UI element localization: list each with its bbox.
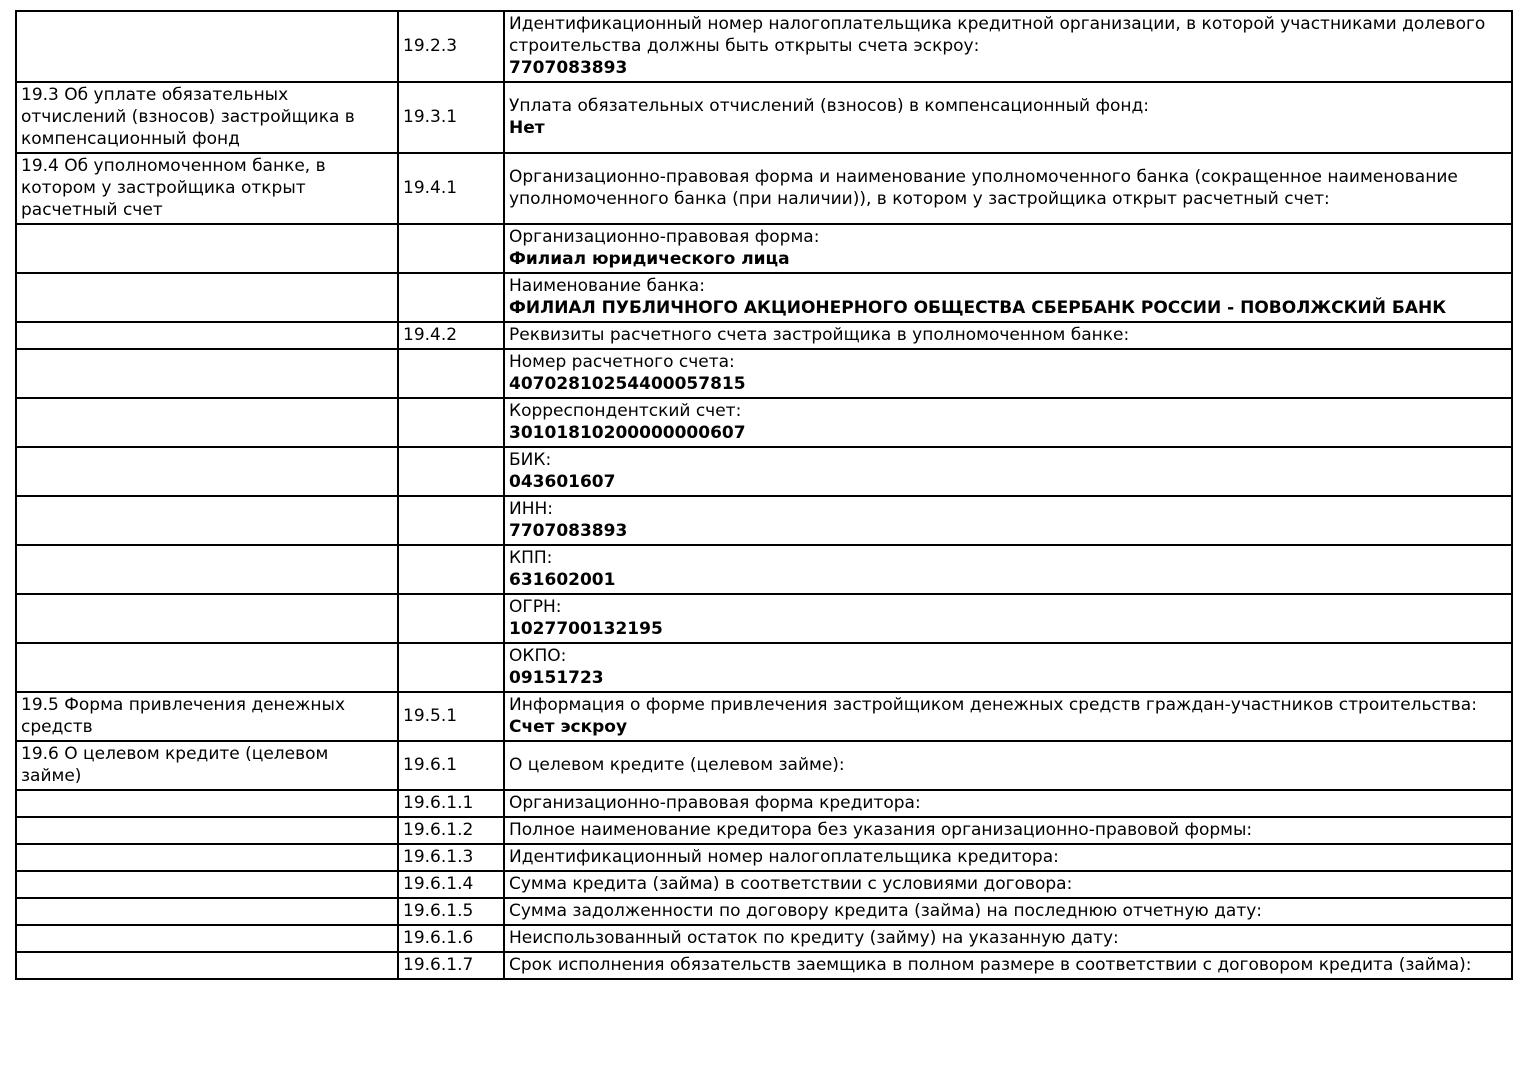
- section-name: 19.3 Об уплате обязательных отчислений (взносов) застройщика в компенсационный фонд: [16, 82, 398, 153]
- section-name: [16, 594, 398, 643]
- row-code: 19.6.1.1: [398, 790, 504, 817]
- field-value: 631602001: [509, 570, 616, 590]
- row-code: [398, 273, 504, 322]
- content-cell: [504, 11, 1512, 82]
- section-name: [16, 844, 398, 871]
- section-name: [16, 871, 398, 898]
- field-label: Организационно-правовая форма и наименование уполномоченного банка (сокращенное наименование уполномоченного банка (при наличии)), в котором у застройщика открыт расчетный счет:: [509, 167, 1458, 209]
- field-label: КПП:: [509, 548, 553, 568]
- table-row: [16, 817, 1512, 844]
- content-cell: [504, 545, 1512, 594]
- row-code: 19.6.1.6: [398, 925, 504, 952]
- field-label: Уплата обязательных отчислений (взносов) в компенсационный фонд:: [509, 96, 1150, 116]
- field-value: 09151723: [509, 668, 604, 688]
- content-cell: [504, 898, 1512, 925]
- content-cell: [504, 925, 1512, 952]
- row-code: 19.4.2: [398, 322, 504, 349]
- table-row: [16, 322, 1512, 349]
- field-label: Полное наименование кредитора без указания организационно-правовой формы:: [509, 820, 1253, 840]
- row-code: 19.6.1: [398, 741, 504, 790]
- table-row: [16, 224, 1512, 273]
- field-value: ФИЛИАЛ ПУБЛИЧНОГО АКЦИОНЕРНОГО ОБЩЕСТВА СБЕРБАНК РОССИИ - ПОВОЛЖСКИЙ БАНК: [509, 298, 1447, 318]
- section-name: [16, 925, 398, 952]
- table-row: [16, 594, 1512, 643]
- table-row: [16, 398, 1512, 447]
- field-label: Сумма задолженности по договору кредита (займа) на последнюю отчетную дату:: [509, 901, 1263, 921]
- field-label: БИК:: [509, 450, 552, 470]
- section-name: [16, 898, 398, 925]
- field-value: 40702810254400057815: [509, 374, 746, 394]
- content-cell: [504, 871, 1512, 898]
- content-cell: [504, 952, 1512, 979]
- field-label: Организационно-правовая форма кредитора:: [509, 793, 921, 813]
- content-cell: [504, 643, 1512, 692]
- row-code: 19.6.1.4: [398, 871, 504, 898]
- table-row: [16, 153, 1512, 224]
- table-row: [16, 349, 1512, 398]
- section-name: [16, 545, 398, 594]
- row-code: [398, 496, 504, 545]
- content-cell: [504, 692, 1512, 741]
- field-value: Счет эскроу: [509, 717, 628, 737]
- row-code: [398, 349, 504, 398]
- content-cell: [504, 844, 1512, 871]
- table-row: [16, 844, 1512, 871]
- table-row: [16, 11, 1512, 82]
- field-value: Нет: [509, 118, 545, 138]
- row-code: 19.2.3: [398, 11, 504, 82]
- row-code: [398, 447, 504, 496]
- row-code: [398, 224, 504, 273]
- section-name: [16, 398, 398, 447]
- field-label: ИНН:: [509, 499, 554, 519]
- field-label: О целевом кредите (целевом займе):: [509, 755, 845, 775]
- section-name: [16, 11, 398, 82]
- content-cell: [504, 790, 1512, 817]
- content-cell: [504, 322, 1512, 349]
- section-name: [16, 496, 398, 545]
- table-row: [16, 925, 1512, 952]
- field-label: Номер расчетного счета:: [509, 352, 735, 372]
- table-row: [16, 790, 1512, 817]
- row-code: [398, 545, 504, 594]
- table-row: [16, 82, 1512, 153]
- section-name: [16, 322, 398, 349]
- row-code: [398, 398, 504, 447]
- section-name: [16, 643, 398, 692]
- field-label: Наименование банка:: [509, 276, 705, 296]
- content-cell: [504, 82, 1512, 153]
- field-label: Срок исполнения обязательств заемщика в полном размере в соответствии с договором кредита (займа):: [509, 955, 1472, 975]
- field-value: Филиал юридического лица: [509, 249, 790, 269]
- table-body: [16, 11, 1512, 979]
- section-name: [16, 790, 398, 817]
- row-code: 19.6.1.3: [398, 844, 504, 871]
- field-label: Информация о форме привлечения застройщиком денежных средств граждан-участников строительства:: [509, 695, 1477, 715]
- content-cell: [504, 447, 1512, 496]
- table-row: [16, 496, 1512, 545]
- section-name: [16, 349, 398, 398]
- section-name: [16, 817, 398, 844]
- table-row: [16, 692, 1512, 741]
- field-label: Идентификационный номер налогоплательщика кредитора:: [509, 847, 1059, 867]
- content-cell: [504, 224, 1512, 273]
- field-label: Корреспондентский счет:: [509, 401, 742, 421]
- section-name: [16, 952, 398, 979]
- section-name: 19.4 Об уполномоченном банке, в котором у застройщика открыт расчетный счет: [16, 153, 398, 224]
- row-code: 19.3.1: [398, 82, 504, 153]
- field-label: ОКПО:: [509, 646, 567, 666]
- section-name: 19.6 О целевом кредите (целевом займе): [16, 741, 398, 790]
- field-label: Идентификационный номер налогоплательщика кредитной организации, в которой участниками долевого строительства должны быть открыты счета эскроу:: [509, 14, 1486, 56]
- content-cell: [504, 817, 1512, 844]
- field-value: 7707083893: [509, 521, 628, 541]
- content-cell: [504, 741, 1512, 790]
- field-label: Реквизиты расчетного счета застройщика в уполномоченном банке:: [509, 325, 1130, 345]
- row-code: [398, 643, 504, 692]
- section-name: [16, 273, 398, 322]
- row-code: 19.4.1: [398, 153, 504, 224]
- table-row: [16, 871, 1512, 898]
- row-code: 19.6.1.2: [398, 817, 504, 844]
- table-row: [16, 643, 1512, 692]
- table-row: [16, 952, 1512, 979]
- row-code: [398, 594, 504, 643]
- field-value: 043601607: [509, 472, 616, 492]
- table-row: [16, 741, 1512, 790]
- field-label: Сумма кредита (займа) в соответствии с условиями договора:: [509, 874, 1073, 894]
- field-value: 7707083893: [509, 58, 628, 78]
- content-cell: [504, 496, 1512, 545]
- field-value: 1027700132195: [509, 619, 663, 639]
- field-label: Неиспользованный остаток по кредиту (займу) на указанную дату:: [509, 928, 1119, 948]
- content-cell: [504, 153, 1512, 224]
- content-cell: [504, 349, 1512, 398]
- row-code: 19.6.1.5: [398, 898, 504, 925]
- table-row: [16, 545, 1512, 594]
- field-label: Организационно-правовая форма:: [509, 227, 820, 247]
- section-name: 19.5 Форма привлечения денежных средств: [16, 692, 398, 741]
- row-code: 19.6.1.7: [398, 952, 504, 979]
- content-cell: [504, 594, 1512, 643]
- row-code: 19.5.1: [398, 692, 504, 741]
- table-row: [16, 898, 1512, 925]
- table-row: [16, 273, 1512, 322]
- section-name: [16, 224, 398, 273]
- declaration-table: [15, 10, 1513, 980]
- table-row: [16, 447, 1512, 496]
- section-name: [16, 447, 398, 496]
- content-cell: [504, 398, 1512, 447]
- field-value: 30101810200000000607: [509, 423, 746, 443]
- content-cell: [504, 273, 1512, 322]
- field-label: ОГРН:: [509, 597, 562, 617]
